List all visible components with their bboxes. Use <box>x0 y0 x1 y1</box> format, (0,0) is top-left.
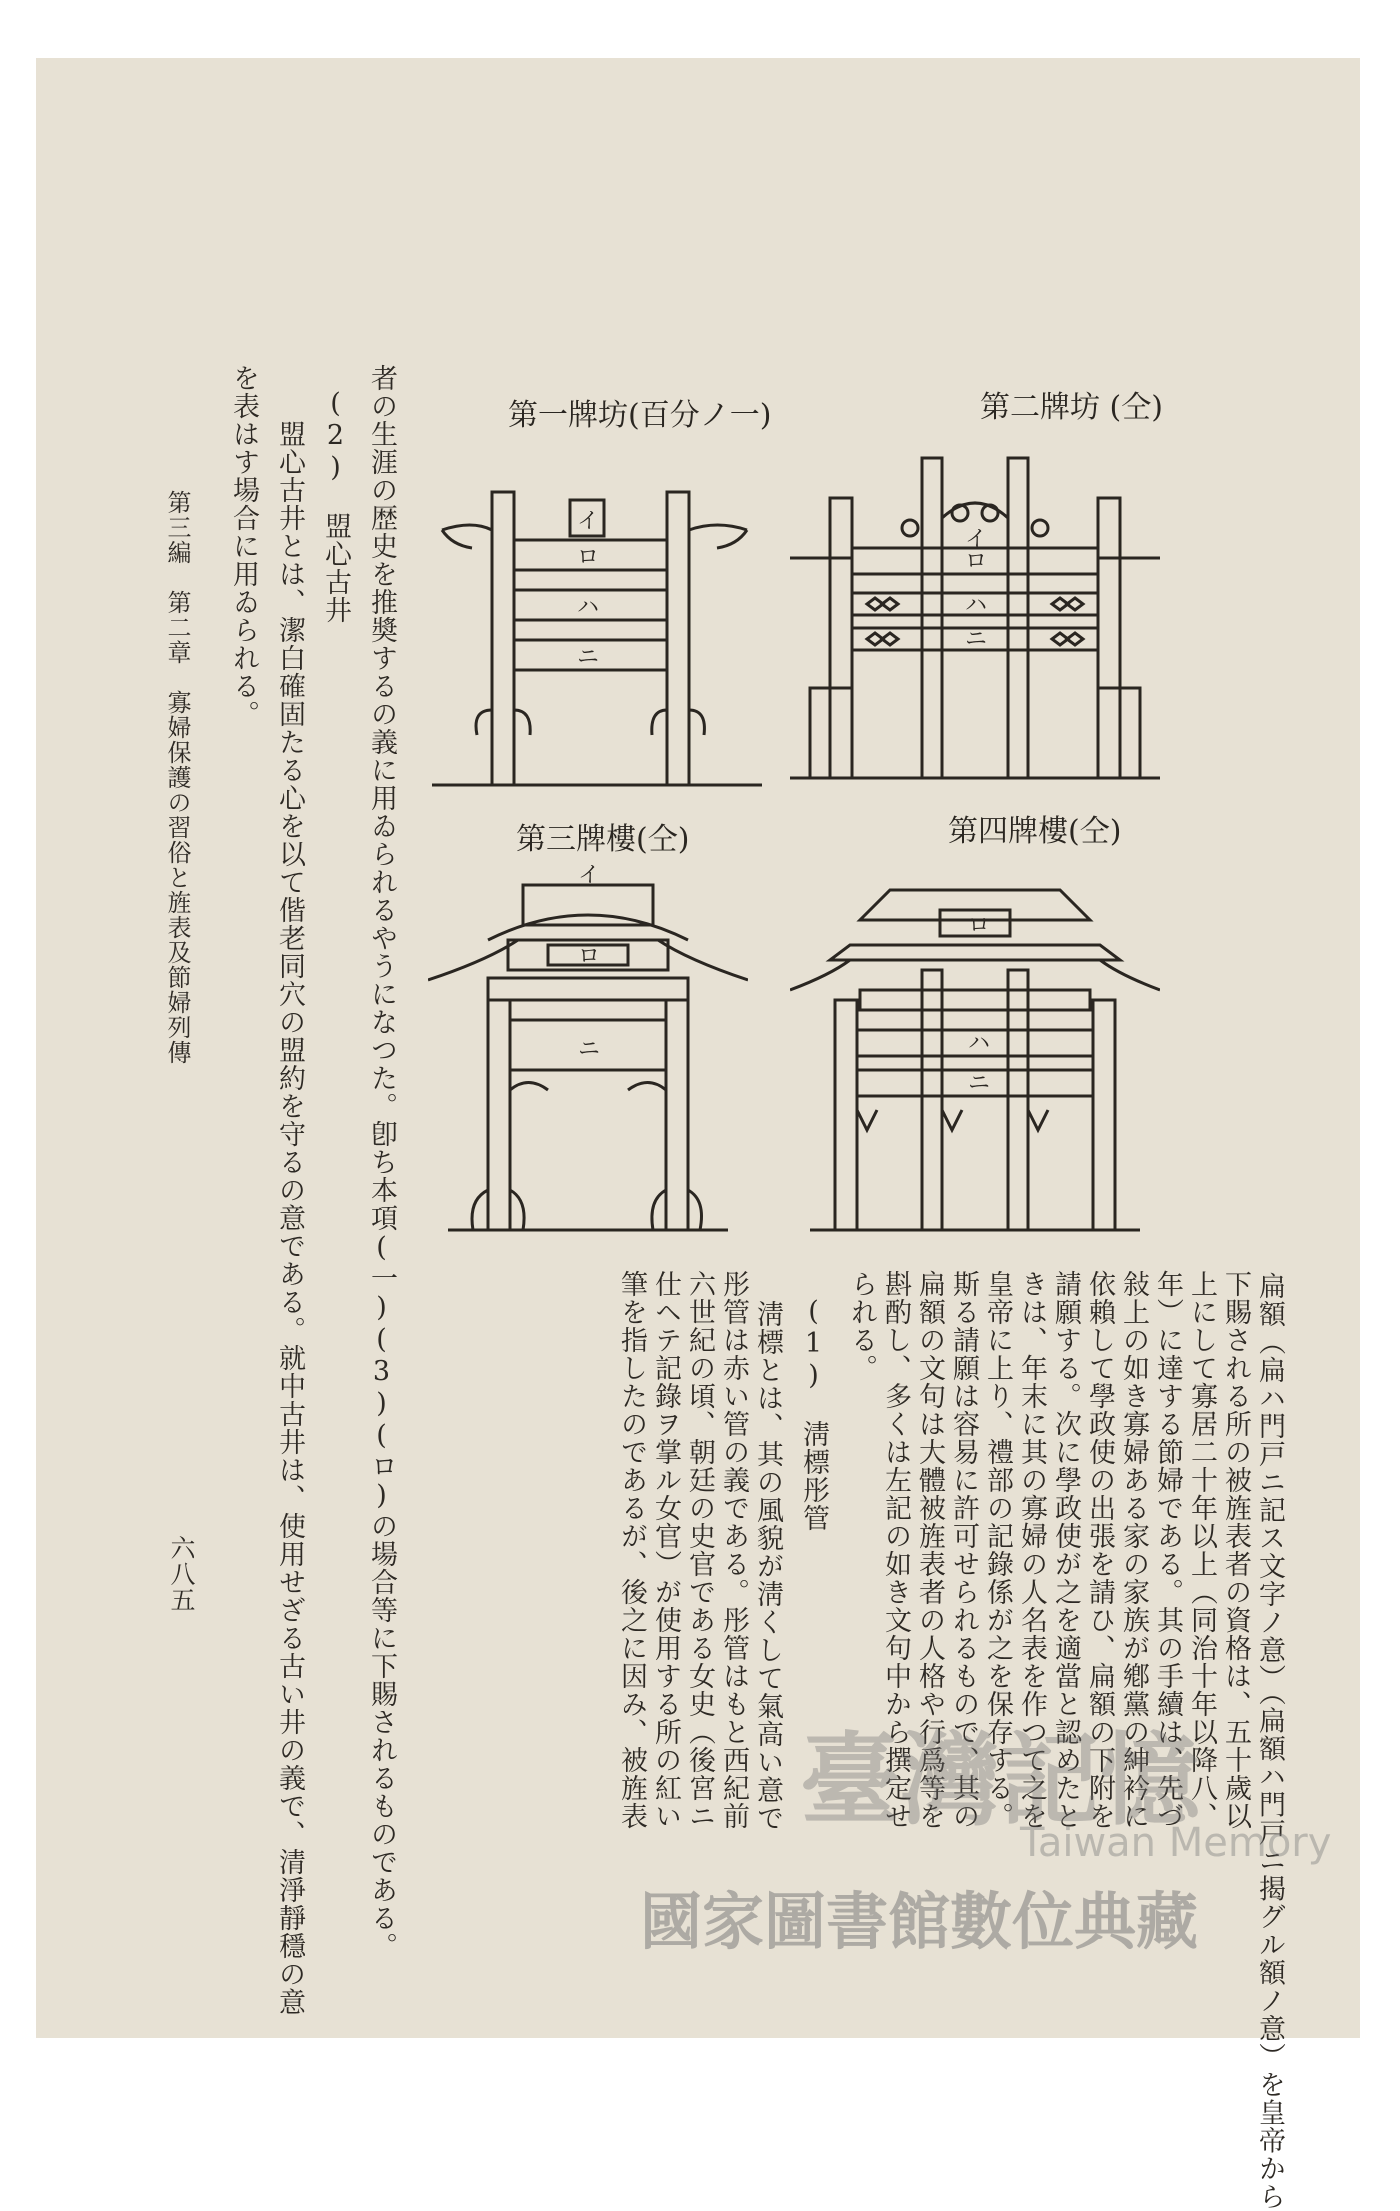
right-col-9: 皇帝に上り、禮部の記錄係が之を保存する。 <box>982 1270 1013 1830</box>
watermark-library: 國家圖書館數位典藏 <box>640 1885 1199 1958</box>
watermark-subtitle: Taiwan Memory <box>1020 1820 1332 1866</box>
watermark-logo: 臺灣記憶 <box>800 1722 1200 1839</box>
left-col-2-heading: (2) 盟心古井 <box>320 388 351 624</box>
right-col-7: 請願する。次に學政使が之を適當と認めたと <box>1050 1270 1081 1830</box>
fig4-pailou-drawing <box>790 850 1160 1240</box>
right-col-2: 下賜される所の被旌表者の資格は、五十歲以 <box>1220 1270 1251 1830</box>
fig4-caption: 第四牌樓(仝) <box>948 814 1122 849</box>
fig1-label-ha: ハ <box>577 595 600 620</box>
right-col-8: きは、年末に其の寡婦の人名表を作つて之を <box>1016 1270 1047 1830</box>
left-col-4: を表はす場合に用ゐられる。 <box>228 364 259 728</box>
fig2-label-ha: ハ <box>965 593 988 618</box>
fig2-caption: 第二牌坊 (仝) <box>980 390 1163 425</box>
fig3-label-i: イ <box>578 863 601 888</box>
right-col-15: 淸標とは、其の風貌が淸くして氣高い意で <box>752 1300 783 1832</box>
fig3-pailou-drawing <box>428 860 748 1240</box>
fig3-label-ro: ロ <box>578 944 601 969</box>
right-col-17: 六世紀の頃、朝廷の史官である女史（後宮ニ <box>684 1270 715 1830</box>
left-col-1: 者の生涯の歴史を推奬するの義に用ゐられるやうになつた。卽ち本項(一)(3)(ロ)の場合等に下賜されるものである。 <box>366 364 397 1960</box>
right-col-1: 扁額（扁ハ門戸ニ記ス文字ノ意）（扁額ハ門戸ニ揭グル額ノ意）を皇帝から <box>1254 1272 1285 2211</box>
right-col-11: 扁額の文句は大體被旌表者の人格や行爲等を <box>914 1270 945 1830</box>
fig1-label-ni: ニ <box>577 645 600 670</box>
fig2-label-ro: ロ <box>965 549 988 574</box>
right-col-19: 筆を指したのであるが、後之に因み、被旌表 <box>616 1270 647 1830</box>
right-col-14-heading: (1) 淸標彤管 <box>798 1296 829 1532</box>
fig1-caption: 第一牌坊(百分ノ一) <box>508 398 772 433</box>
fig2-label-i: イ <box>965 527 988 552</box>
right-col-4: 年）に達する節婦である。其の手續は、先づ <box>1152 1270 1183 1830</box>
fig3-caption: 第三牌樓(仝) <box>516 822 690 857</box>
left-col-3: 盟心古井とは、潔白確固たる心を以て偕老同穴の盟約を守るの意である。就中古井は、使用せざる古い井の義で、清淨靜穩の意 <box>274 420 305 2016</box>
right-col-6: 依賴して學政使の出張を請ひ、扁額の下附を <box>1084 1270 1115 1830</box>
right-col-16: 彤管は赤い管の義である。彤管はもと西紀前 <box>718 1270 749 1830</box>
right-col-3: 上にして寡居二十年以上（同治十年以降八、 <box>1186 1270 1217 1830</box>
fig4-label-ro: ロ <box>968 913 991 938</box>
fig3-label-ni: ニ <box>578 1037 601 1062</box>
fig4-label-ni: ニ <box>968 1071 991 1096</box>
fig1-paifang-drawing <box>432 470 762 800</box>
fig1-label-ro: ロ <box>577 545 600 570</box>
fig2-paifang-drawing <box>790 448 1160 788</box>
right-col-18: 仕ヘテ記錄ヲ掌ル女官）が使用する所の紅い <box>650 1270 681 1830</box>
right-col-5: 敍上の如き寡婦ある家の家族が鄕黨の紳衿に <box>1118 1270 1149 1830</box>
running-head: 第三編 第二章 寡婦保護の習俗と旌表及節婦列傳 <box>163 490 191 1065</box>
fig2-label-ni: ニ <box>965 627 988 652</box>
page-number: 六八五 <box>167 1535 196 1613</box>
fig4-label-ha: ハ <box>968 1031 991 1056</box>
right-col-12: 斟酌し、多くは左記の如き文句中から撰定せ <box>880 1270 911 1830</box>
fig1-label-i: イ <box>577 509 600 534</box>
right-col-13: られる。 <box>846 1270 877 1382</box>
right-col-10: 斯る請願は容易に許可せられるもので、其の <box>948 1270 979 1830</box>
